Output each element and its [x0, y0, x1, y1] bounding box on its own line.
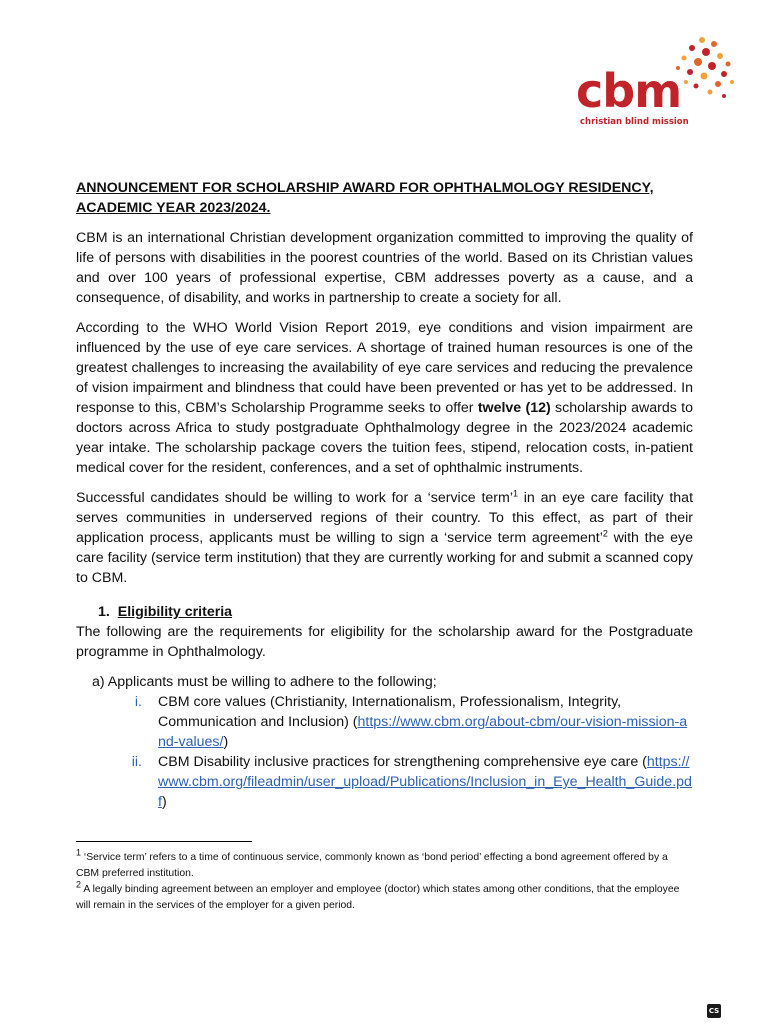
cbm-logo — [576, 34, 736, 134]
list-item-i: i. CBM core values (Christianity, Internationalism, Professionalism, Integrity, Communication and Inclusion) (https://www.cbm.org/about-cbm/our-vision-mission-and-values/) — [134, 694, 688, 750]
logo-tagline: christian blind mission — [580, 117, 689, 127]
inclusion-guide-link[interactable]: https://www.cbm.org/fileadmin/user_upload/Publications/Inclusion_in_Eye_Health_Guide.pdf — [158, 754, 692, 810]
footnote-ref-2[interactable]: 2 — [602, 528, 608, 539]
footnote-ref-1[interactable]: 1 — [513, 488, 519, 499]
cbm-values-link[interactable]: https://www.cbm.org/about-cbm/our-vision-mission-and-values/ — [158, 714, 688, 750]
list-item-ii: ii. CBM Disability inclusive practices for strengthening comprehensive eye care (https://www.cbm.org/fileadmin/user_upload/Publications/Inclusion_in_Eye_Health_Guide.pdf) — [131, 754, 692, 810]
paragraph-intro: CBM is an international Christian development organization committed to improving the quality of life of persons with disabilities in the poorest countries of the world. Based on its Christian values and over 100 years of professional expertise, CBM addresses poverty as a cause, and a consequence, of disability, and works in partnership to create a society for all. — [76, 230, 693, 306]
camscanner-badge: CS — [707, 1004, 721, 1018]
list-item-a: a) Applicants must be willing to adhere to the following; — [92, 674, 437, 690]
footnote-divider — [76, 841, 252, 842]
paragraph-service-term: Successful candidates should be willing to work for a ‘service term’$^1$ in an eye care facility that serves communities in underserved regions of their country. To this effect, as part of their application process, applicants must be willing to sign a ‘service term agreement’$^2$ with the eye care facility (service term institution) that they are currently working for and submit a scanned copy to CBM. — [76, 488, 694, 586]
section-eligibility-title: 1. Eligibility criteria — [98, 604, 233, 620]
page-title: ANNOUNCEMENT FOR SCHOLARSHIP AWARD FOR OPHTHALMOLOGY RESIDENCY, ACADEMIC YEAR 2023/2024. — [76, 180, 654, 216]
document-body — [76, 178, 693, 812]
eligibility-intro: The following are the requirements for eligibility for the scholarship award for the Postgraduate programme in Ophthalmology. — [76, 624, 693, 660]
footnotes — [76, 847, 693, 914]
scholarship-count: twelve (12) — [477, 400, 551, 416]
paragraph-background: According to the WHO World Vision Report 2019, eye conditions and vision impairment are influenced by the use of eye care services. A shortage of trained human resources is one of the greatest challenges to increasing the availability of eye care services and reducing the prevalence of vision impairment and blindness that could have been prevented or has yet to be addressed. In response to this, CBM’s Scholarship Programme seeks to offer twelve (12) scholarship awards to doctors across Africa to study postgraduate Ophthalmology degree in the 2023/2024 academic year intake. The scholarship package covers the tuition fees, stipend, relocation costs, in-patient medical cover for the resident, conferences, and a set of ophthalmic instruments. — [76, 320, 693, 476]
footnote-2: $^2$ A legally binding agreement between an employer and employee (doctor) which states among other conditions, that the employee will remain in the services of the employer for a given period. — [76, 879, 680, 911]
logo-wordmark: cbm — [576, 64, 682, 118]
footnote-1: $^1$ ‘Service term’ refers to a time of continuous service, commonly known as ‘bond period’ effecting a bond agreement offered by a CBM preferred institution. — [76, 847, 668, 879]
